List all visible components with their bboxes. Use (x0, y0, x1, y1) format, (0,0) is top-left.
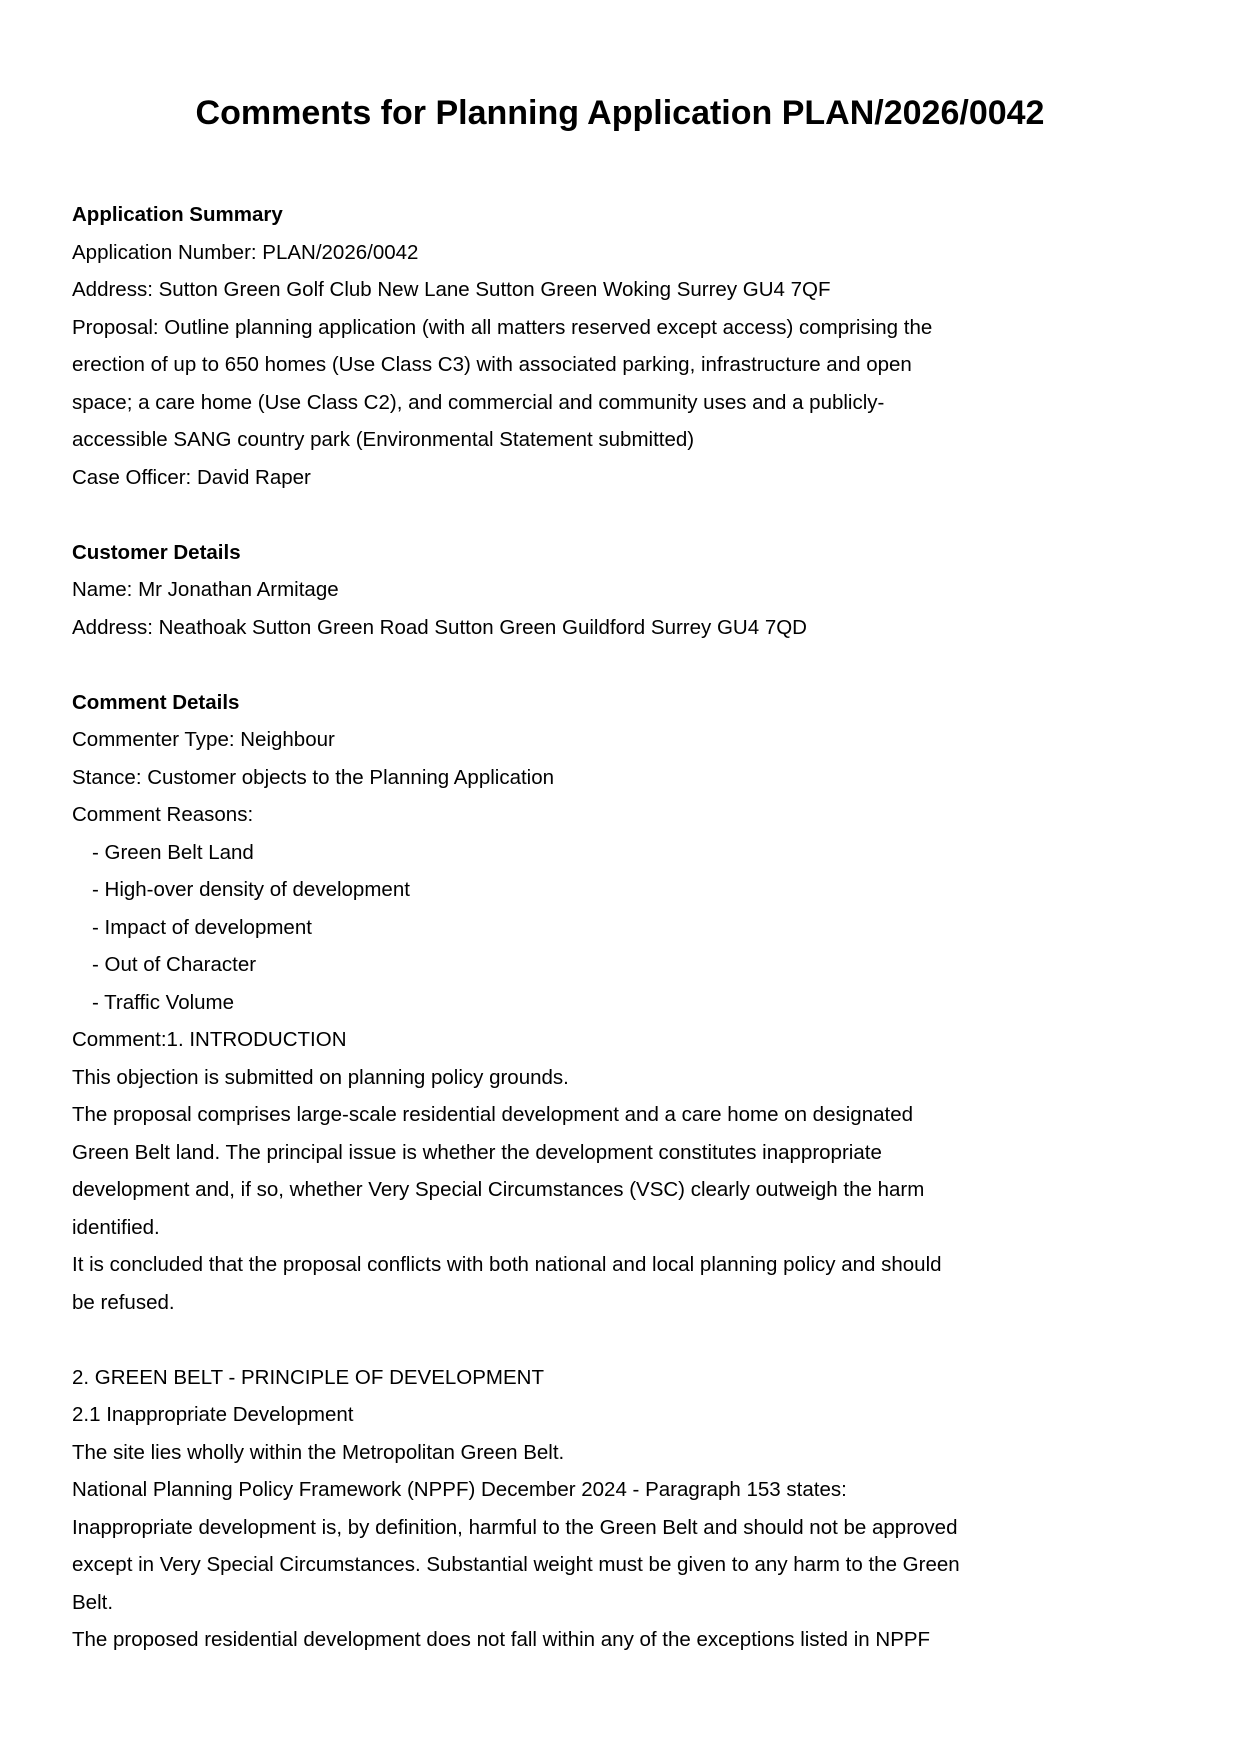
document-line: 2. GREEN BELT - PRINCIPLE OF DEVELOPMENT (72, 1365, 544, 1389)
document-line: Inappropriate development is, by definition, harmful to the Green Belt and should not be approved (72, 1515, 958, 1539)
document-line: Proposal: Outline planning application (with all matters reserved except access) comprising the (72, 315, 933, 339)
document-line: Address: Sutton Green Golf Club New Lane Sutton Green Woking Surrey GU4 7QF (72, 278, 831, 301)
document-line: Name: Mr Jonathan Armitage (72, 578, 339, 601)
document-body (72, 196, 1220, 1659)
document-line: erection of up to 650 homes (Use Class C3) with associated parking, infrastructure and open (72, 353, 912, 376)
document-line: space; a care home (Use Class C2), and commercial and community uses and a publicly- (72, 390, 885, 414)
document-line: The proposal comprises large-scale residential development and a care home on designated (72, 1103, 913, 1126)
document-line (72, 646, 1220, 684)
document-line: except in Very Special Circumstances. Substantial weight must be given to any harm to the Green (72, 1553, 960, 1576)
document-line: be refused. (72, 1290, 175, 1314)
document-line: - High-over density of development (92, 878, 410, 901)
document-line: - Green Belt Land (92, 840, 254, 864)
document-line: - Out of Character (92, 953, 257, 976)
document-line: Commenter Type: Neighbour (72, 728, 335, 751)
document-line: Customer Details (72, 540, 241, 564)
document-line: Belt. (72, 1590, 114, 1614)
document-line: It is concluded that the proposal conflicts with both national and local planning policy and should (72, 1253, 942, 1276)
document-line: The proposed residential development does not fall within any of the exceptions listed in NPPF (72, 1628, 931, 1651)
document-line: identified. (72, 1215, 160, 1239)
document-line: Application Summary (72, 203, 283, 226)
document-line: Case Officer: David Raper (72, 465, 311, 489)
document-line: 2.1 Inappropriate Development (72, 1403, 354, 1426)
document-line: - Traffic Volume (92, 990, 235, 1014)
document-line (72, 1321, 1220, 1359)
document-line: Stance: Customer objects to the Planning Application (72, 765, 555, 789)
document-line: Application Number: PLAN/2026/0042 (72, 240, 419, 264)
page-title: Comments for Planning Application PLAN/2026/0042 (195, 94, 1045, 132)
document-line: National Planning Policy Framework (NPPF) December 2024 - Paragraph 153 states: (72, 1478, 847, 1501)
document-line: Comment Reasons: (72, 803, 254, 826)
document-line (72, 496, 1220, 534)
document-line: accessible SANG country park (Environmental Statement submitted) (72, 428, 695, 451)
document-line: Address: Neathoak Sutton Green Road Sutton Green Guildford Surrey GU4 7QD (72, 615, 807, 639)
document-line: The site lies wholly within the Metropolitan Green Belt. (72, 1440, 565, 1464)
document-line: - Impact of development (92, 915, 312, 939)
document-line: Green Belt land. The principal issue is whether the development constitutes inappropriate (72, 1140, 882, 1164)
document-line: development and, if so, whether Very Special Circumstances (VSC) clearly outweigh the harm (72, 1178, 925, 1201)
document-line: Comment:1. INTRODUCTION (72, 1028, 347, 1051)
document-line: Comment Details (72, 690, 240, 714)
document-line: This objection is submitted on planning policy grounds. (72, 1065, 569, 1089)
